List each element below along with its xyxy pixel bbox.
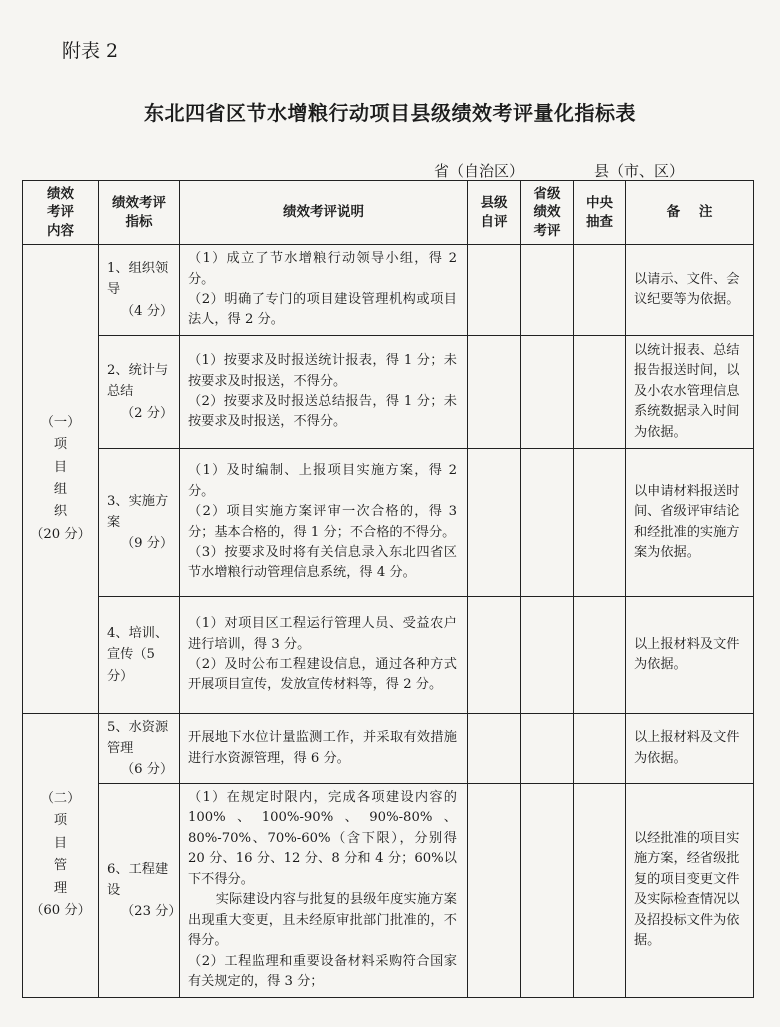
- central-check-cell: [574, 714, 626, 784]
- table-row: [23, 336, 754, 449]
- county-self-cell: [468, 449, 521, 597]
- header-indicator: 绩效考评 指标: [99, 181, 180, 245]
- province-eval-cell: [521, 336, 574, 449]
- province-eval-cell: [521, 714, 574, 784]
- indicator-cell: 6、工程建 设 （23 分）: [99, 784, 180, 998]
- region-line: [370, 160, 684, 181]
- indicator-cell: 2、统计与 总结 （2 分）: [99, 336, 180, 449]
- remarks-cell: 以上报材料及文件为依据。: [626, 597, 754, 714]
- header-content: 绩效 考评 内容: [23, 181, 99, 245]
- central-check-cell: [574, 245, 626, 336]
- header-description: 绩效考评说明: [180, 181, 468, 245]
- indicator-cell: 1、组织领 导 （4 分）: [99, 245, 180, 336]
- table-row: [23, 714, 754, 784]
- header-central-check: 中央 抽查: [574, 181, 626, 245]
- county-self-cell: [468, 784, 521, 998]
- province-label: 省（自治区）: [434, 162, 525, 180]
- table-row: [23, 784, 754, 998]
- county-self-cell: [468, 245, 521, 336]
- central-check-cell: [574, 597, 626, 714]
- group-cell-project-organization: （一） 项 目 组 织 （20 分）: [23, 245, 99, 714]
- county-self-cell: [468, 597, 521, 714]
- county-self-cell: [468, 714, 521, 784]
- description-cell: 开展地下水位计量监测工作，并采取有效措施进行水资源管理，得 6 分。: [180, 714, 468, 784]
- remarks-cell: 以申请材料报送时间、省级评审结论和经批准的实施方案为依据。: [626, 449, 754, 597]
- description-cell: （1）在规定时限内，完成各项建设内容的 100%、100%-90%、90%-80%、80%-70%、70%-60%（含下限），分别得 20 分、16 分、12 分、8 分和 4 分；60%以下不得分。 实际建设内容与批复的县级年度实施方案出现重大变更，且未经原审批部门批准的，不得分。 （2）工程监理和重要设备材料采购符合国家有关规定的，得 3 分；: [180, 784, 468, 998]
- central-check-cell: [574, 449, 626, 597]
- indicator-cell: 3、实施方 案 （9 分）: [99, 449, 180, 597]
- central-check-cell: [574, 336, 626, 449]
- indicator-cell: 5、水资源 管理 （6 分）: [99, 714, 180, 784]
- table-row: [23, 597, 754, 714]
- remarks-cell: 以请示、文件、会议纪要等为依据。: [626, 245, 754, 336]
- province-eval-cell: [521, 245, 574, 336]
- county-self-cell: [468, 336, 521, 449]
- county-label: 县（市、区）: [594, 162, 685, 180]
- province-eval-cell: [521, 449, 574, 597]
- table-row: [23, 245, 754, 336]
- header-row: [23, 181, 754, 245]
- province-eval-cell: [521, 597, 574, 714]
- county-blank: [524, 162, 594, 181]
- description-cell: （1）及时编制、上报项目实施方案，得 2 分。 （2）项目实施方案评审一次合格的，得 3 分；基本合格的，得 1 分；不合格的不得分。 （3）按要求及时将有关信息录入东北四省区节水增粮行动管理信息系统，得 4 分。: [180, 449, 468, 597]
- indicator-cell: 4、培训、 宣传（5 分）: [99, 597, 180, 714]
- header-county-self: 县级 自评: [468, 181, 521, 245]
- group-cell-project-management: （二） 项 目 管 理 （60 分）: [23, 714, 99, 998]
- evaluation-table: [22, 180, 754, 998]
- document-title: 东北四省区节水增粮行动项目县级绩效考评量化指标表: [144, 101, 636, 125]
- attachment-label: 附表 2: [62, 40, 119, 62]
- description-cell: （1）按要求及时报送统计报表，得 1 分；未按要求及时报送，不得分。 （2）按要求及时报送总结报告，得 1 分；未按要求及时报送，不得分。: [180, 336, 468, 449]
- description-cell: （1）成立了节水增粮行动领导小组，得 2 分。 （2）明确了专门的项目建设管理机构或项目法人，得 2 分。: [180, 245, 468, 336]
- central-check-cell: [574, 784, 626, 998]
- remarks-cell: 以经批准的项目实施方案，经省级批复的项目变更文件及实际检查情况以及招投标文件为依据。: [626, 784, 754, 998]
- province-eval-cell: [521, 784, 574, 998]
- province-blank: [370, 162, 434, 181]
- header-remarks: 备 注: [626, 181, 754, 245]
- table-row: [23, 449, 754, 597]
- remarks-cell: 以统计报表、总结报告报送时间，以及小农水管理信息系统数据录入时间为依据。: [626, 336, 754, 449]
- header-province-eval: 省级 绩效 考评: [521, 181, 574, 245]
- description-cell: （1）对项目区工程运行管理人员、受益农户进行培训，得 3 分。 （2）及时公布工程建设信息，通过各种方式开展项目宣传，发放宣传材料等，得 2 分。: [180, 597, 468, 714]
- remarks-cell: 以上报材料及文件为依据。: [626, 714, 754, 784]
